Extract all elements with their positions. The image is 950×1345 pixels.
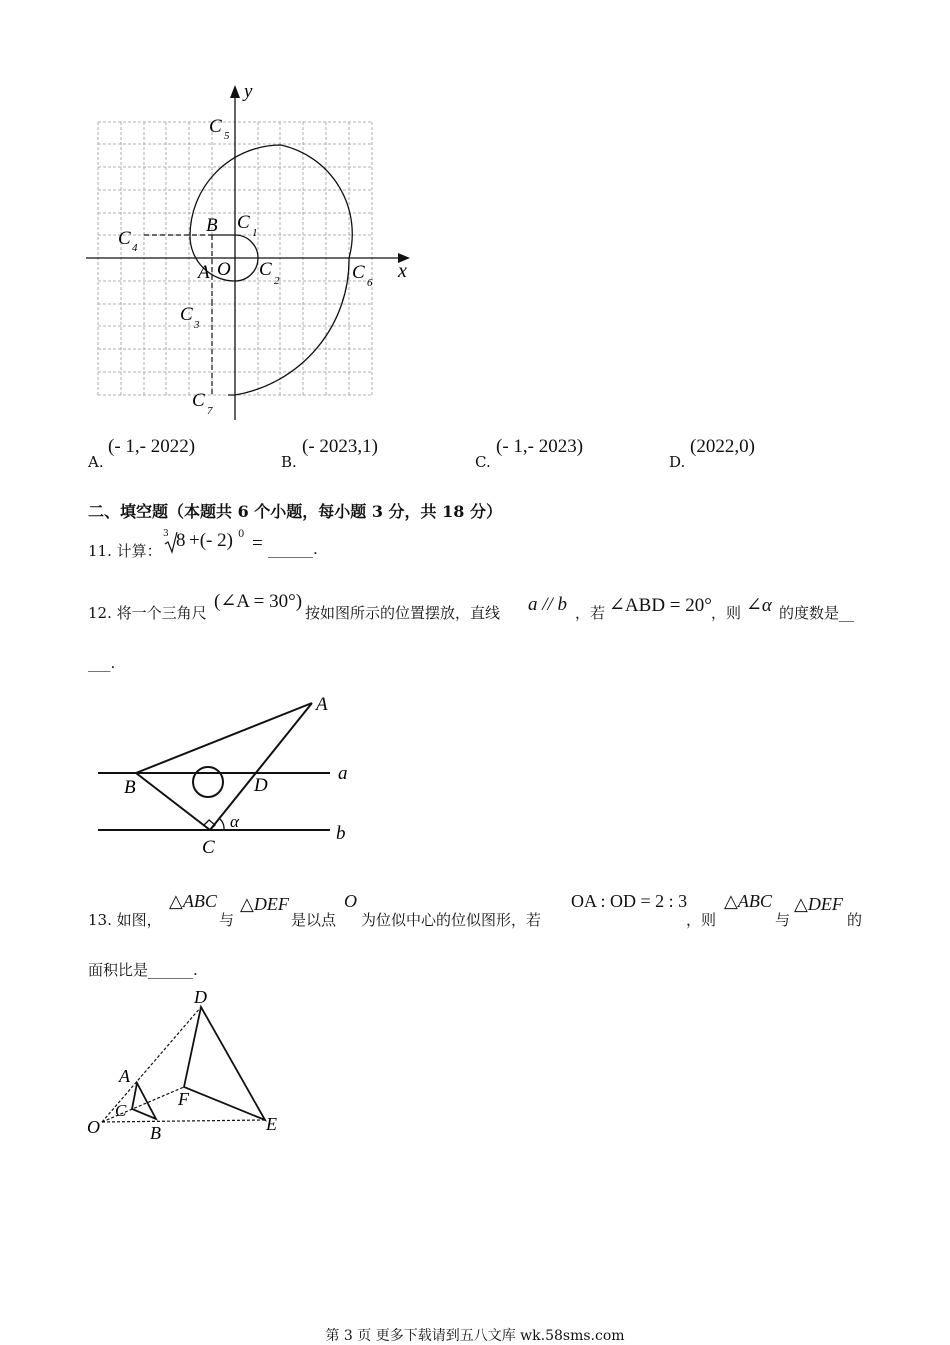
fig3-label-a: A	[119, 1066, 130, 1086]
q11-blank: ______.	[268, 540, 318, 558]
q12-suffix: 的度数是__	[779, 604, 855, 622]
label-c1: C	[237, 212, 250, 233]
label-c3-sub: 3	[194, 319, 200, 331]
q12-prefix: 12. 将一个三角尺	[88, 604, 207, 622]
fig3-label-f: F	[178, 1089, 189, 1109]
q13-mid2: 为位似中心的位似图形，若	[361, 911, 542, 929]
option-c-letter: C.	[475, 453, 491, 471]
label-c7-sub: 7	[207, 405, 213, 417]
fig2-line-a: a	[338, 763, 348, 784]
q13-prefix: 13. 如图，	[88, 911, 162, 929]
q13-tri4: △DEF	[794, 894, 843, 914]
q12-angle-condition: (∠A = 30°)	[214, 591, 303, 612]
y-axis-label: y	[244, 81, 253, 102]
fig3-label-d: D	[194, 987, 207, 1007]
q12-alpha: ∠α	[746, 595, 772, 616]
fig3-label-c: C	[115, 1101, 127, 1120]
q13-mid1: 是以点	[291, 911, 337, 929]
fig3-label-e: E	[266, 1114, 277, 1134]
label-c2-sub: 2	[274, 275, 280, 287]
label-b: B	[206, 215, 218, 236]
option-d-letter: D.	[669, 453, 686, 471]
q11-root-index: 3	[163, 529, 169, 539]
fig2-label-b: B	[124, 777, 136, 798]
q13-line2: 面积比是______.	[88, 961, 198, 979]
spiral-grid-figure	[80, 75, 420, 425]
q11-radicand: 8	[176, 530, 186, 551]
fig2-label-c: C	[202, 837, 215, 858]
label-c4-sub: 4	[132, 242, 138, 254]
q13-tri2: △DEF	[240, 894, 289, 914]
q13-yu2: 与	[775, 911, 791, 929]
page-footer: 第 3 页 更多下载请到五八文库 wk.58sms.com	[325, 1328, 625, 1344]
option-c-value: (- 1,- 2023)	[496, 436, 584, 457]
option-b-letter: B.	[281, 453, 297, 471]
fig3-label-o: O	[87, 1117, 100, 1137]
fig2-label-d: D	[254, 775, 268, 796]
label-a: A	[198, 262, 210, 283]
q13-de: 的	[847, 911, 863, 929]
fig3-label-b: B	[150, 1123, 161, 1143]
label-c7: C	[192, 390, 205, 411]
q12-text-mid2: ，若	[575, 604, 606, 622]
homothety-figure	[82, 985, 302, 1145]
label-c3: C	[180, 304, 193, 325]
label-c5-sub: 5	[224, 130, 230, 142]
option-a-value: (- 1,- 2022)	[108, 436, 196, 457]
label-c6-sub: 6	[367, 277, 373, 289]
q13-ratio: OA : OD = 2 : 3	[571, 891, 688, 911]
q13-yu1: 与	[219, 911, 235, 929]
option-d-value: (2022,0)	[690, 436, 755, 457]
q11-exponent: 0	[238, 529, 245, 540]
label-c1-sub: 1	[252, 227, 258, 239]
label-c4: C	[118, 228, 131, 249]
q12-angle-abd: ∠ABD = 20°	[609, 595, 712, 616]
option-a-letter: A.	[88, 453, 104, 471]
x-axis-label: x	[398, 260, 407, 282]
section-heading: 二、填空题（本题共 6 个小题，每小题 3 分，共 18 分）	[88, 502, 502, 521]
q12-parallel: a // b	[528, 594, 568, 615]
q11-equals: =	[252, 533, 263, 554]
q11-prefix: 11. 计算：	[88, 542, 162, 560]
q13-point-o: O	[344, 891, 357, 911]
option-b-value: (- 2023,1)	[302, 436, 378, 457]
label-c2: C	[259, 259, 272, 280]
q12-text-mid3: ，则	[711, 604, 742, 622]
q13-tri1: △ABC	[169, 891, 217, 911]
label-o: O	[217, 259, 231, 280]
q11-plus-term: +(- 2)	[189, 530, 233, 551]
q13-tri3: △ABC	[724, 891, 772, 911]
triangle-parallel-figure	[90, 685, 370, 865]
fig2-alpha: α	[230, 812, 239, 831]
label-c6: C	[352, 262, 365, 283]
q13-mid3: ，则	[686, 911, 717, 929]
fig2-line-b: b	[336, 823, 346, 844]
label-c5: C	[209, 116, 222, 137]
q12-text-mid1: 按如图所示的位置摆放，直线	[305, 604, 501, 622]
q12-line2: ___.	[88, 654, 116, 672]
fig2-label-a: A	[316, 694, 328, 715]
